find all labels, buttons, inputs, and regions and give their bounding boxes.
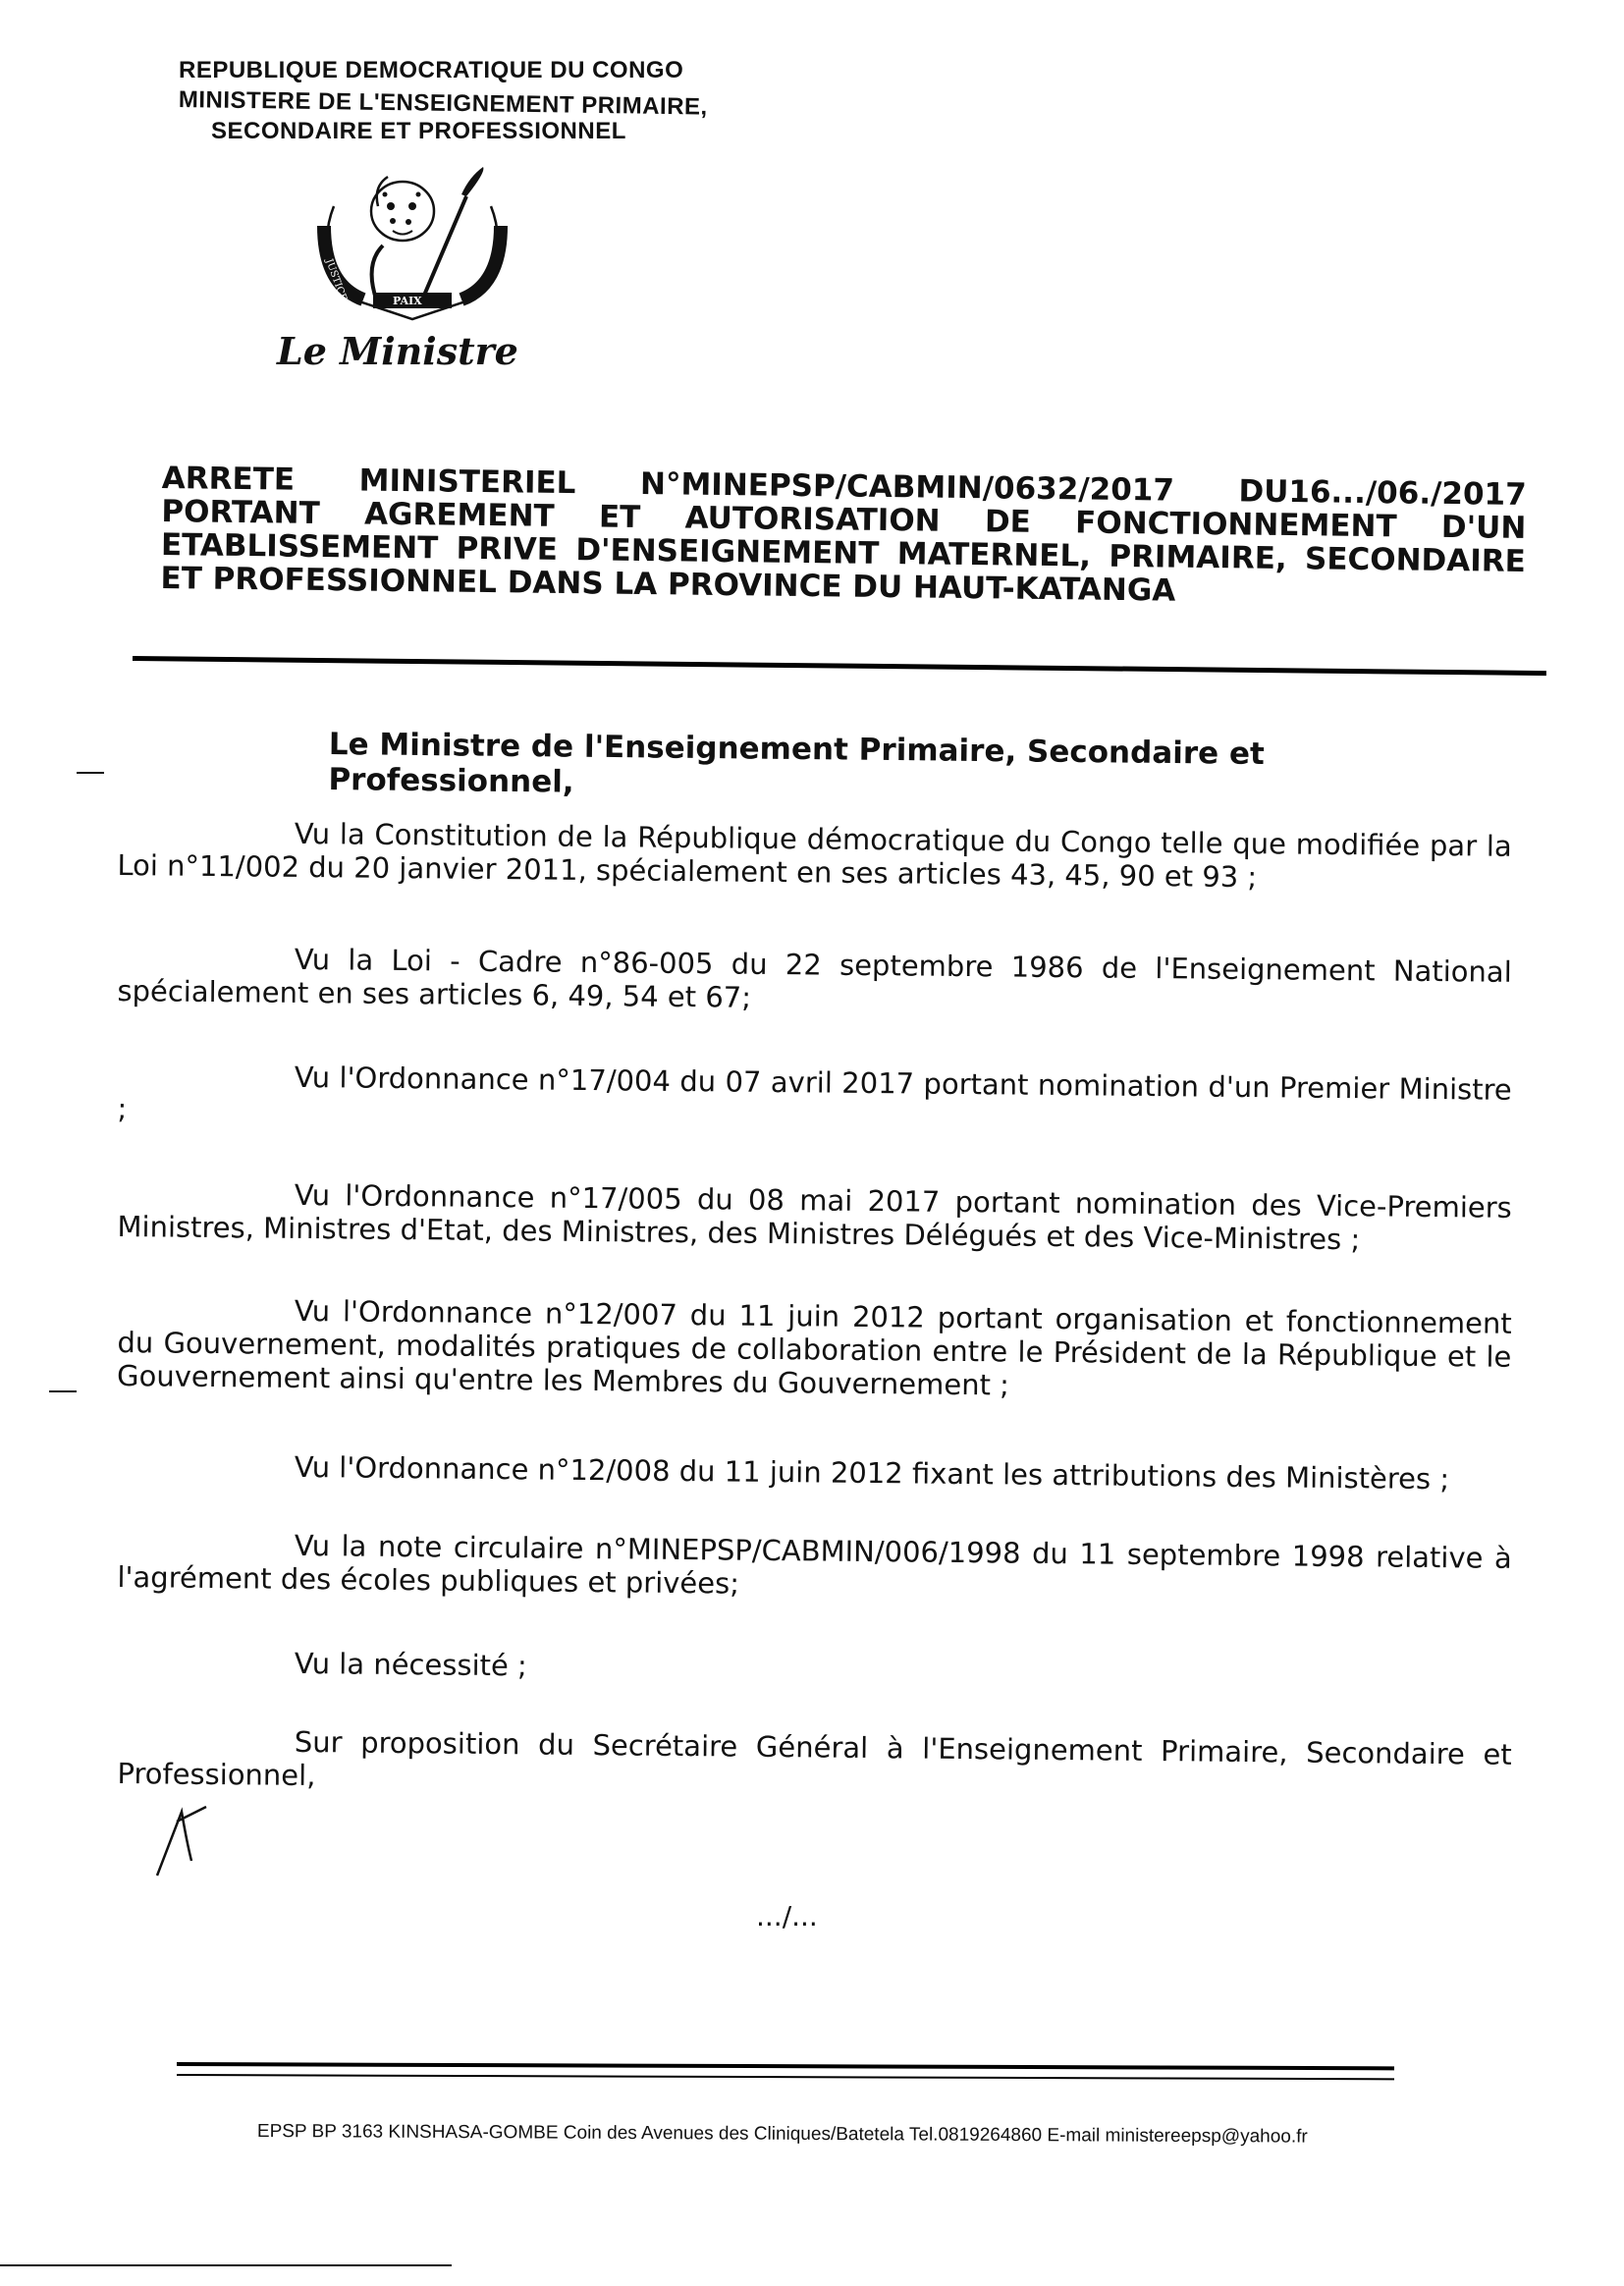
- header-republic: REPUBLIQUE DEMOCRATIQUE DU CONGO: [179, 57, 684, 83]
- header-ministry-cont: SECONDAIRE ET PROFESSIONNEL: [211, 118, 626, 144]
- footer-address: EPSP BP 3163 KINSHASA-GOMBE Coin des Avenues des Cliniques/Batetela Tel.0819264860 E-mail ministereepsp@yahoo.fr: [256, 2121, 1308, 2148]
- leopard-head-icon: [371, 182, 434, 241]
- consideration-7: Vu la note circulaire n°MINEPSP/CABMIN/006/1998 du 11 septembre 1998 relative à l'agrément des écoles publiques et privées;: [117, 1528, 1512, 1601]
- minister-intro: Le Ministre de l'Enseignement Primaire, Secondaire et Professionnel,: [328, 727, 1265, 800]
- consideration-5: Vu l'Ordonnance n°12/007 du 11 juin 2012 portant organisation et fonctionnement du Gouvernement, modalités pratiques de collaboration entre le Président de la République et le Gouvernement ainsi qu'entre les Membres du Gouvernement ;: [116, 1293, 1512, 1402]
- signature-label: Le Ministre: [277, 329, 518, 373]
- consideration-9: Sur proposition du Secrétaire Général à l'Enseignement Primaire, Secondaire et Professionnel,: [117, 1724, 1512, 1793]
- consideration-3: Vu l'Ordonnance n°17/004 du 07 avril 2017 portant nomination d'un Premier Ministre ;: [117, 1060, 1512, 1126]
- title-divider: [133, 656, 1546, 676]
- seal-motto-bottom: PAIX: [393, 295, 422, 307]
- scan-mark: [49, 1390, 77, 1392]
- seal-motto-left: JUSTICE: [323, 257, 349, 303]
- footer-rule-top: [177, 2062, 1394, 2070]
- header-ministry: MINISTERE DE L'ENSEIGNEMENT PRIMAIRE,: [178, 86, 708, 121]
- consideration-8: Vu la nécessité ;: [294, 1646, 527, 1683]
- consideration-1: Vu la Constitution de la République démocratique du Congo telle que modifiée par la Loi n°11/002 du 20 janvier 2011, spécialement en ses articles 43, 45, 90 et 93 ;: [117, 816, 1512, 895]
- scan-edge-line: [0, 2264, 452, 2266]
- scan-mark: [77, 772, 104, 774]
- coat-of-arms-seal: [295, 167, 530, 334]
- footer-rule-bottom: [177, 2074, 1394, 2080]
- consideration-6: Vu l'Ordonnance n°12/008 du 11 juin 2012 fixant les attributions des Ministères ;: [294, 1449, 1450, 1497]
- seal-motto-right: TRAVAIL: [463, 213, 489, 260]
- consideration-4: Vu l'Ordonnance n°17/005 du 08 mai 2017 portant nomination des Vice-Premiers Ministres, Ministres d'Etat, des Ministres, des Ministres Délégués et des Vice-Ministres ;: [117, 1177, 1512, 1257]
- continuation-marker: .../...: [756, 1900, 818, 1932]
- handwritten-initial-mark: [147, 1802, 216, 1880]
- decree-title: ARRETE MINISTERIEL N°MINEPSP/CABMIN/0632/2017 DU16.../06./2017 PORTANT AGREMENT ET AUTORISATION DE FONCTIONNEMENT D'UN ETABLISSEMENT PRIVE D'ENSEIGNEMENT MATERNEL, PRIMAIRE, SECONDAIRE ET PROFESSIONNEL DANS LA PROVINCE DU HAUT-KATANGA: [160, 461, 1527, 609]
- consideration-2: Vu la Loi - Cadre n°86-005 du 22 septembre 1986 de l'Enseignement National spécialement en ses articles 6, 49, 54 et 67;: [117, 942, 1512, 1014]
